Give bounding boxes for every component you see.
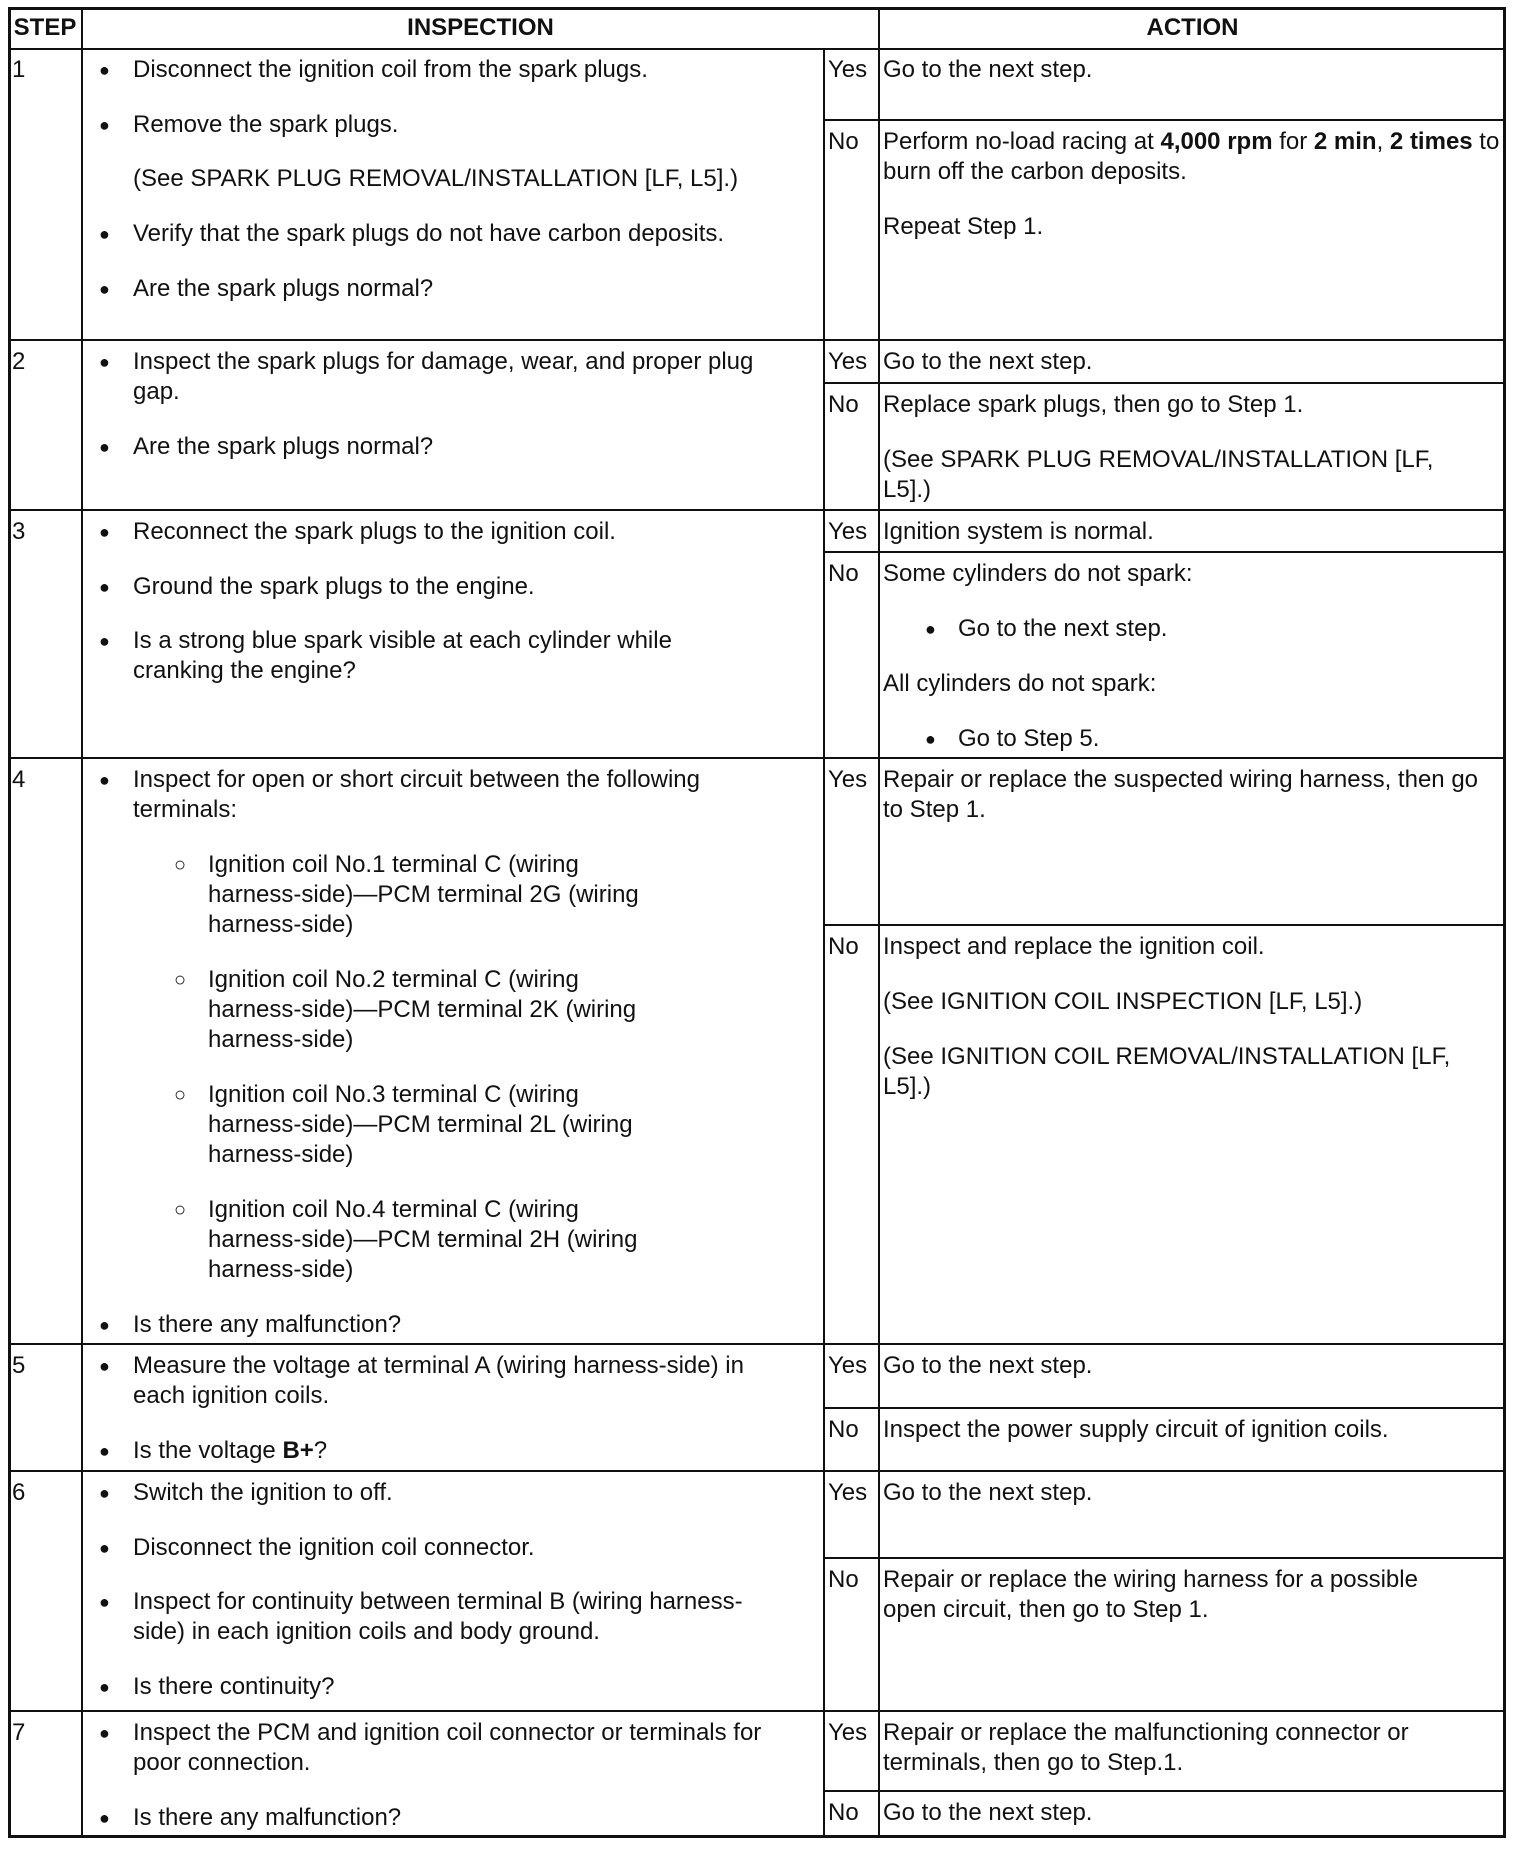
yes-action: Go to the next step. — [883, 1479, 1093, 1506]
yes-label: Yes — [828, 1479, 868, 1506]
step-1-inspection — [133, 55, 788, 329]
inspection-item: ● Ground the spark plugs to the engine. — [133, 572, 788, 602]
yes-label: Yes — [828, 56, 868, 83]
step-3-inspection — [133, 517, 788, 711]
step-number: 3 — [12, 518, 26, 545]
step-number: 6 — [12, 1479, 26, 1506]
step-number: 2 — [12, 348, 26, 375]
inspection-item: ● Inspect for open or short circuit between the following terminals: — [133, 765, 763, 825]
yes-action: Repair or replace the malfunctioning connector or terminals, then go to Step.1. — [883, 1719, 1409, 1776]
inspection-question: ● Is a strong blue spark visible at each cylinder while cranking the engine? — [133, 626, 733, 686]
inspection-item: ● Measure the voltage at terminal A (wiring harness-side) in each ignition coils. — [133, 1351, 773, 1411]
step-number: 1 — [12, 56, 26, 83]
yes-action: Go to the next step. — [883, 1352, 1093, 1379]
step-number: 4 — [12, 766, 26, 793]
rpm-value: 4,000 rpm — [1160, 128, 1273, 155]
no-label: No — [828, 560, 859, 587]
times-value: 2 times — [1389, 128, 1473, 155]
duration-value: 2 min — [1313, 128, 1377, 155]
inspection-question — [133, 1436, 788, 1466]
action-text: to burn off the carbon deposits. — [883, 128, 1500, 185]
question-text: ? — [313, 1437, 328, 1464]
header-inspection: INSPECTION — [407, 14, 554, 41]
action-text: , — [1376, 128, 1390, 155]
inspection-question: ● Are the spark plugs normal? — [133, 274, 788, 304]
header-step: STEP — [13, 14, 77, 41]
no-action: Repair or replace the wiring harness for a possible open circuit, then go to Step 1. — [883, 1566, 1418, 1623]
yes-label: Yes — [828, 1719, 868, 1746]
inspection-item: ● Disconnect the ignition coil connector. — [133, 1533, 788, 1563]
yes-label: Yes — [828, 348, 868, 375]
action-item: ● Go to the next step. — [958, 614, 1503, 644]
no-action: Go to the next step. — [883, 1799, 1093, 1826]
action-text: All cylinders do not spark: — [883, 670, 1157, 697]
action-note: (See SPARK PLUG REMOVAL/INSTALLATION [LF, L5].) — [883, 446, 1434, 503]
no-label: No — [828, 391, 859, 418]
inspection-note: (See SPARK PLUG REMOVAL/INSTALLATION [LF, L5].) — [133, 165, 739, 192]
action-text: Repeat Step 1. — [883, 213, 1044, 240]
action-note: (See IGNITION COIL REMOVAL/INSTALLATION [LF, L5].) — [883, 1043, 1451, 1100]
step-4-inspection — [133, 765, 788, 1365]
inspection-item: ● Disconnect the ignition coil from the spark plugs. — [133, 55, 788, 85]
no-action — [883, 559, 1503, 779]
action-text: for — [1272, 128, 1314, 155]
no-label: No — [828, 1799, 859, 1826]
step-7-inspection — [133, 1718, 788, 1858]
inspection-item: ● Inspect the spark plugs for damage, wear, and proper plug gap. — [133, 347, 763, 407]
yes-label: Yes — [828, 1352, 868, 1379]
action-item: ● Go to Step 5. — [958, 724, 1503, 754]
step-number: 7 — [12, 1719, 26, 1746]
yes-label: Yes — [828, 766, 868, 793]
inspection-question: ● Are the spark plugs normal? — [133, 432, 788, 462]
step-5-inspection — [133, 1351, 788, 1491]
no-label: No — [828, 1416, 859, 1443]
terminal-pair: ○ Ignition coil No.4 terminal C (wiring harness-side)—PCM terminal 2H (wiring harness-side) — [208, 1195, 678, 1285]
no-action — [883, 127, 1503, 267]
inspection-item: ● Inspect the PCM and ignition coil connector or terminals for poor connection. — [133, 1718, 773, 1778]
action-text: Replace spark plugs, then go to Step 1. — [883, 391, 1304, 418]
action-text: Some cylinders do not spark: — [883, 560, 1193, 587]
inspection-table — [8, 7, 1506, 1838]
step-6-inspection — [133, 1478, 788, 1727]
no-label: No — [828, 128, 859, 155]
yes-action: Go to the next step. — [883, 348, 1093, 375]
yes-action: Ignition system is normal. — [883, 518, 1154, 545]
inspection-item: ● Inspect for continuity between terminal B (wiring harness-side) in each ignition coils and body ground. — [133, 1587, 773, 1647]
yes-action: Repair or replace the suspected wiring harness, then go to Step 1. — [883, 766, 1479, 823]
no-label: No — [828, 1566, 859, 1593]
no-action: Inspect the power supply circuit of ignition coils. — [883, 1416, 1389, 1443]
step-2-inspection — [133, 347, 788, 487]
terminal-pair: ○ Ignition coil No.3 terminal C (wiring harness-side)—PCM terminal 2L (wiring harness-side) — [208, 1080, 678, 1170]
no-action — [883, 390, 1503, 530]
no-label: No — [828, 933, 859, 960]
inspection-question: ● Is there any malfunction? — [133, 1310, 788, 1340]
inspection-item: ● Verify that the spark plugs do not have carbon deposits. — [133, 219, 788, 249]
terminal-pair: ○ Ignition coil No.1 terminal C (wiring harness-side)—PCM terminal 2G (wiring harness-side) — [208, 850, 678, 940]
no-action — [883, 932, 1503, 1127]
inspection-question: ● Is there any malfunction? — [133, 1803, 788, 1833]
question-text: Is the voltage — [133, 1437, 283, 1464]
step-number: 5 — [12, 1352, 26, 1379]
inspection-item: ● Reconnect the spark plugs to the ignition coil. — [133, 517, 788, 547]
inspection-item: ● Remove the spark plugs. — [133, 110, 788, 140]
inspection-question: ● Is there continuity? — [133, 1672, 788, 1702]
header-action: ACTION — [1146, 14, 1239, 41]
action-text: Perform no-load racing at — [883, 128, 1161, 155]
voltage-value: B+ — [282, 1437, 314, 1464]
yes-label: Yes — [828, 518, 868, 545]
action-text: Inspect and replace the ignition coil. — [883, 933, 1265, 960]
yes-action: Go to the next step. — [883, 56, 1093, 83]
inspection-item: ● Switch the ignition to off. — [133, 1478, 788, 1508]
terminal-pair: ○ Ignition coil No.2 terminal C (wiring harness-side)—PCM terminal 2K (wiring harness-side) — [208, 965, 678, 1055]
action-note: (See IGNITION COIL INSPECTION [LF, L5].) — [883, 988, 1363, 1015]
